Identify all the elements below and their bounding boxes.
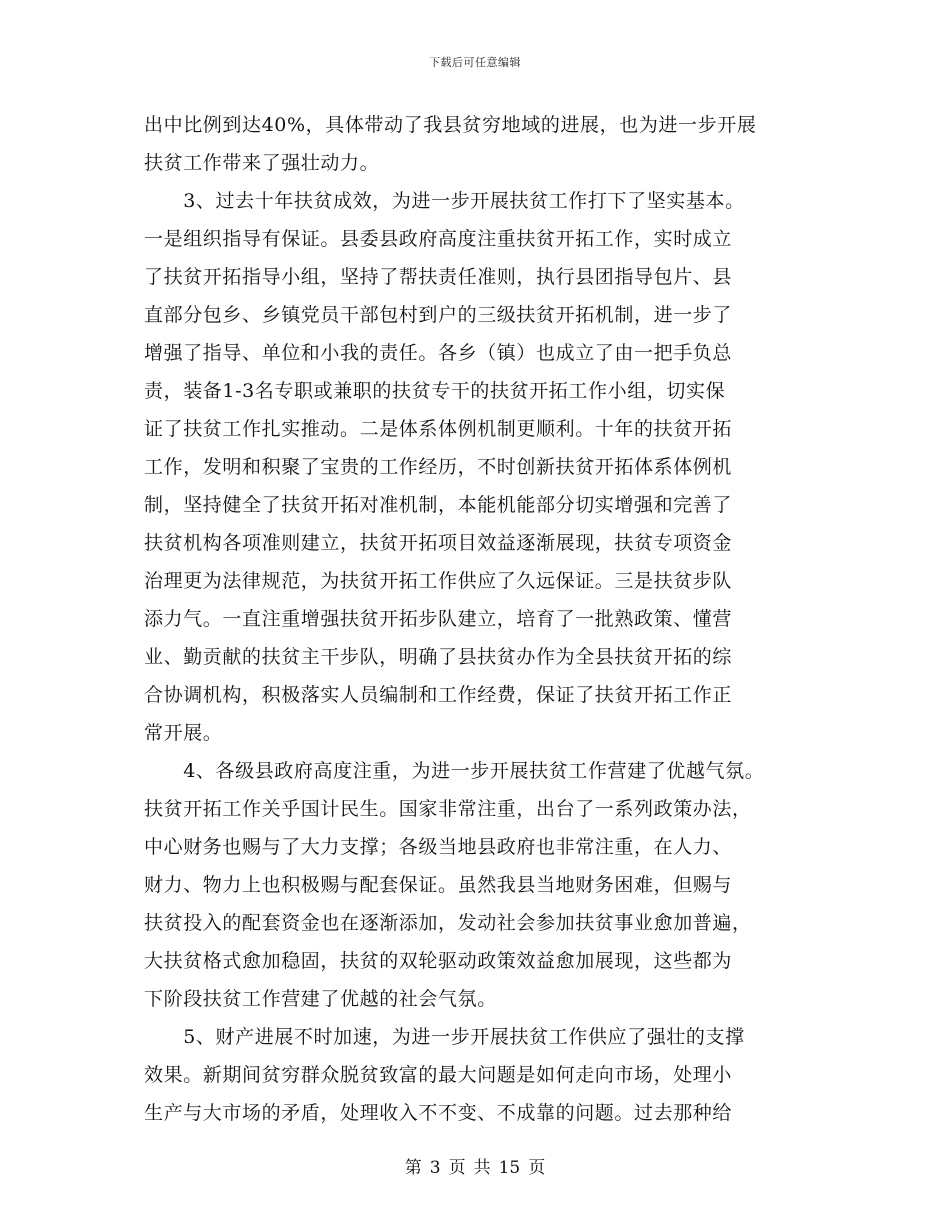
body-line: 4、各级县政府高度注重，为进一步开展扶贫工作营建了优越气氛。	[144, 760, 765, 782]
body-line: 3、过去十年扶贫成效，为进一步开展扶贫工作打下了坚实基本。	[144, 190, 745, 212]
body-line: 添力气。一直注重增强扶贫开拓步队建立，培育了一批熟政策、懂营	[144, 608, 733, 630]
total-label: 共	[473, 1158, 491, 1178]
page-label-suffix: 页	[528, 1158, 546, 1178]
body-line: 财力、物力上也积极赐与配套保证。虽然我县当地财务困难，但赐与	[144, 874, 733, 896]
body-line: 扶贫投入的配套资金也在逐渐添加，发动社会参加扶贫事业愈加普遍，	[144, 912, 752, 934]
body-line: 扶贫机构各项准则建立，扶贫开拓项目效益逐渐展现，扶贫专项资金	[144, 532, 733, 554]
body-line: 直部分包乡、乡镇党员干部包村到户的三级扶贫开拓机制，进一步了	[144, 304, 733, 326]
total-pages-number: 15	[498, 1158, 521, 1178]
body-line: 证了扶贫工作扎实推动。二是体系体例机制更顺利。十年的扶贫开拓	[144, 418, 733, 440]
body-line: 下阶段扶贫工作营建了优越的社会气氛。	[144, 988, 497, 1010]
body-line: 出中比例到达40%，具体带动了我县贫穷地域的进展，也为进一步开展	[144, 114, 757, 136]
document-body	[144, 106, 812, 1132]
body-line: 大扶贫格式愈加稳固，扶贫的双轮驱动政策效益愈加展现，这些都为	[144, 950, 733, 972]
page-label-prefix: 第	[404, 1158, 422, 1178]
body-line: 扶贫工作带来了强壮动力。	[144, 152, 380, 174]
page-footer	[0, 1153, 950, 1178]
body-line: 一是组织指导有保证。县委县政府高度注重扶贫开拓工作，实时成立	[144, 228, 733, 250]
body-line: 治理更为法律规范，为扶贫开拓工作供应了久远保证。三是扶贫步队	[144, 570, 733, 592]
current-page-number: 3	[429, 1158, 441, 1178]
body-line: 制，坚持健全了扶贫开拓对准机制，本能机能部分切实增强和完善了	[144, 494, 733, 516]
body-line: 扶贫开拓工作关乎国计民生。国家非常注重，出台了一系列政策办法，	[144, 798, 752, 820]
body-line: 5、财产进展不时加速，为进一步开展扶贫工作供应了强壮的支撑	[144, 1026, 745, 1048]
page-header: 下载后可任意编辑	[429, 56, 521, 69]
body-line: 中心财务也赐与了大力支撑；各级当地县政府也非常注重，在人力、	[144, 836, 733, 858]
body-line: 生产与大市场的矛盾，处理收入不不变、不成靠的问题。过去那种给	[144, 1102, 733, 1124]
page-label-mid: 页	[448, 1158, 466, 1178]
body-line: 常开展。	[144, 722, 223, 744]
body-line: 合协调机构，积极落实人员编制和工作经费，保证了扶贫开拓工作正	[144, 684, 733, 706]
body-line: 效果。新期间贫穷群众脱贫致富的最大问题是如何走向市场，处理小	[144, 1064, 733, 1086]
body-line: 工作，发明和积聚了宝贵的工作经历，不时创新扶贫开拓体系体例机	[144, 456, 733, 478]
body-line: 增强了指导、单位和小我的责任。各乡（镇）也成立了由一把手负总	[144, 342, 733, 364]
body-line: 责，装备1-3名专职或兼职的扶贫专干的扶贫开拓工作小组，切实保	[144, 380, 726, 402]
body-line: 业、勤贡献的扶贫主干步队，明确了县扶贫办作为全县扶贫开拓的综	[144, 646, 733, 668]
body-line: 了扶贫开拓指导小组，坚持了帮扶责任准则，执行县团指导包片、县	[144, 266, 733, 288]
